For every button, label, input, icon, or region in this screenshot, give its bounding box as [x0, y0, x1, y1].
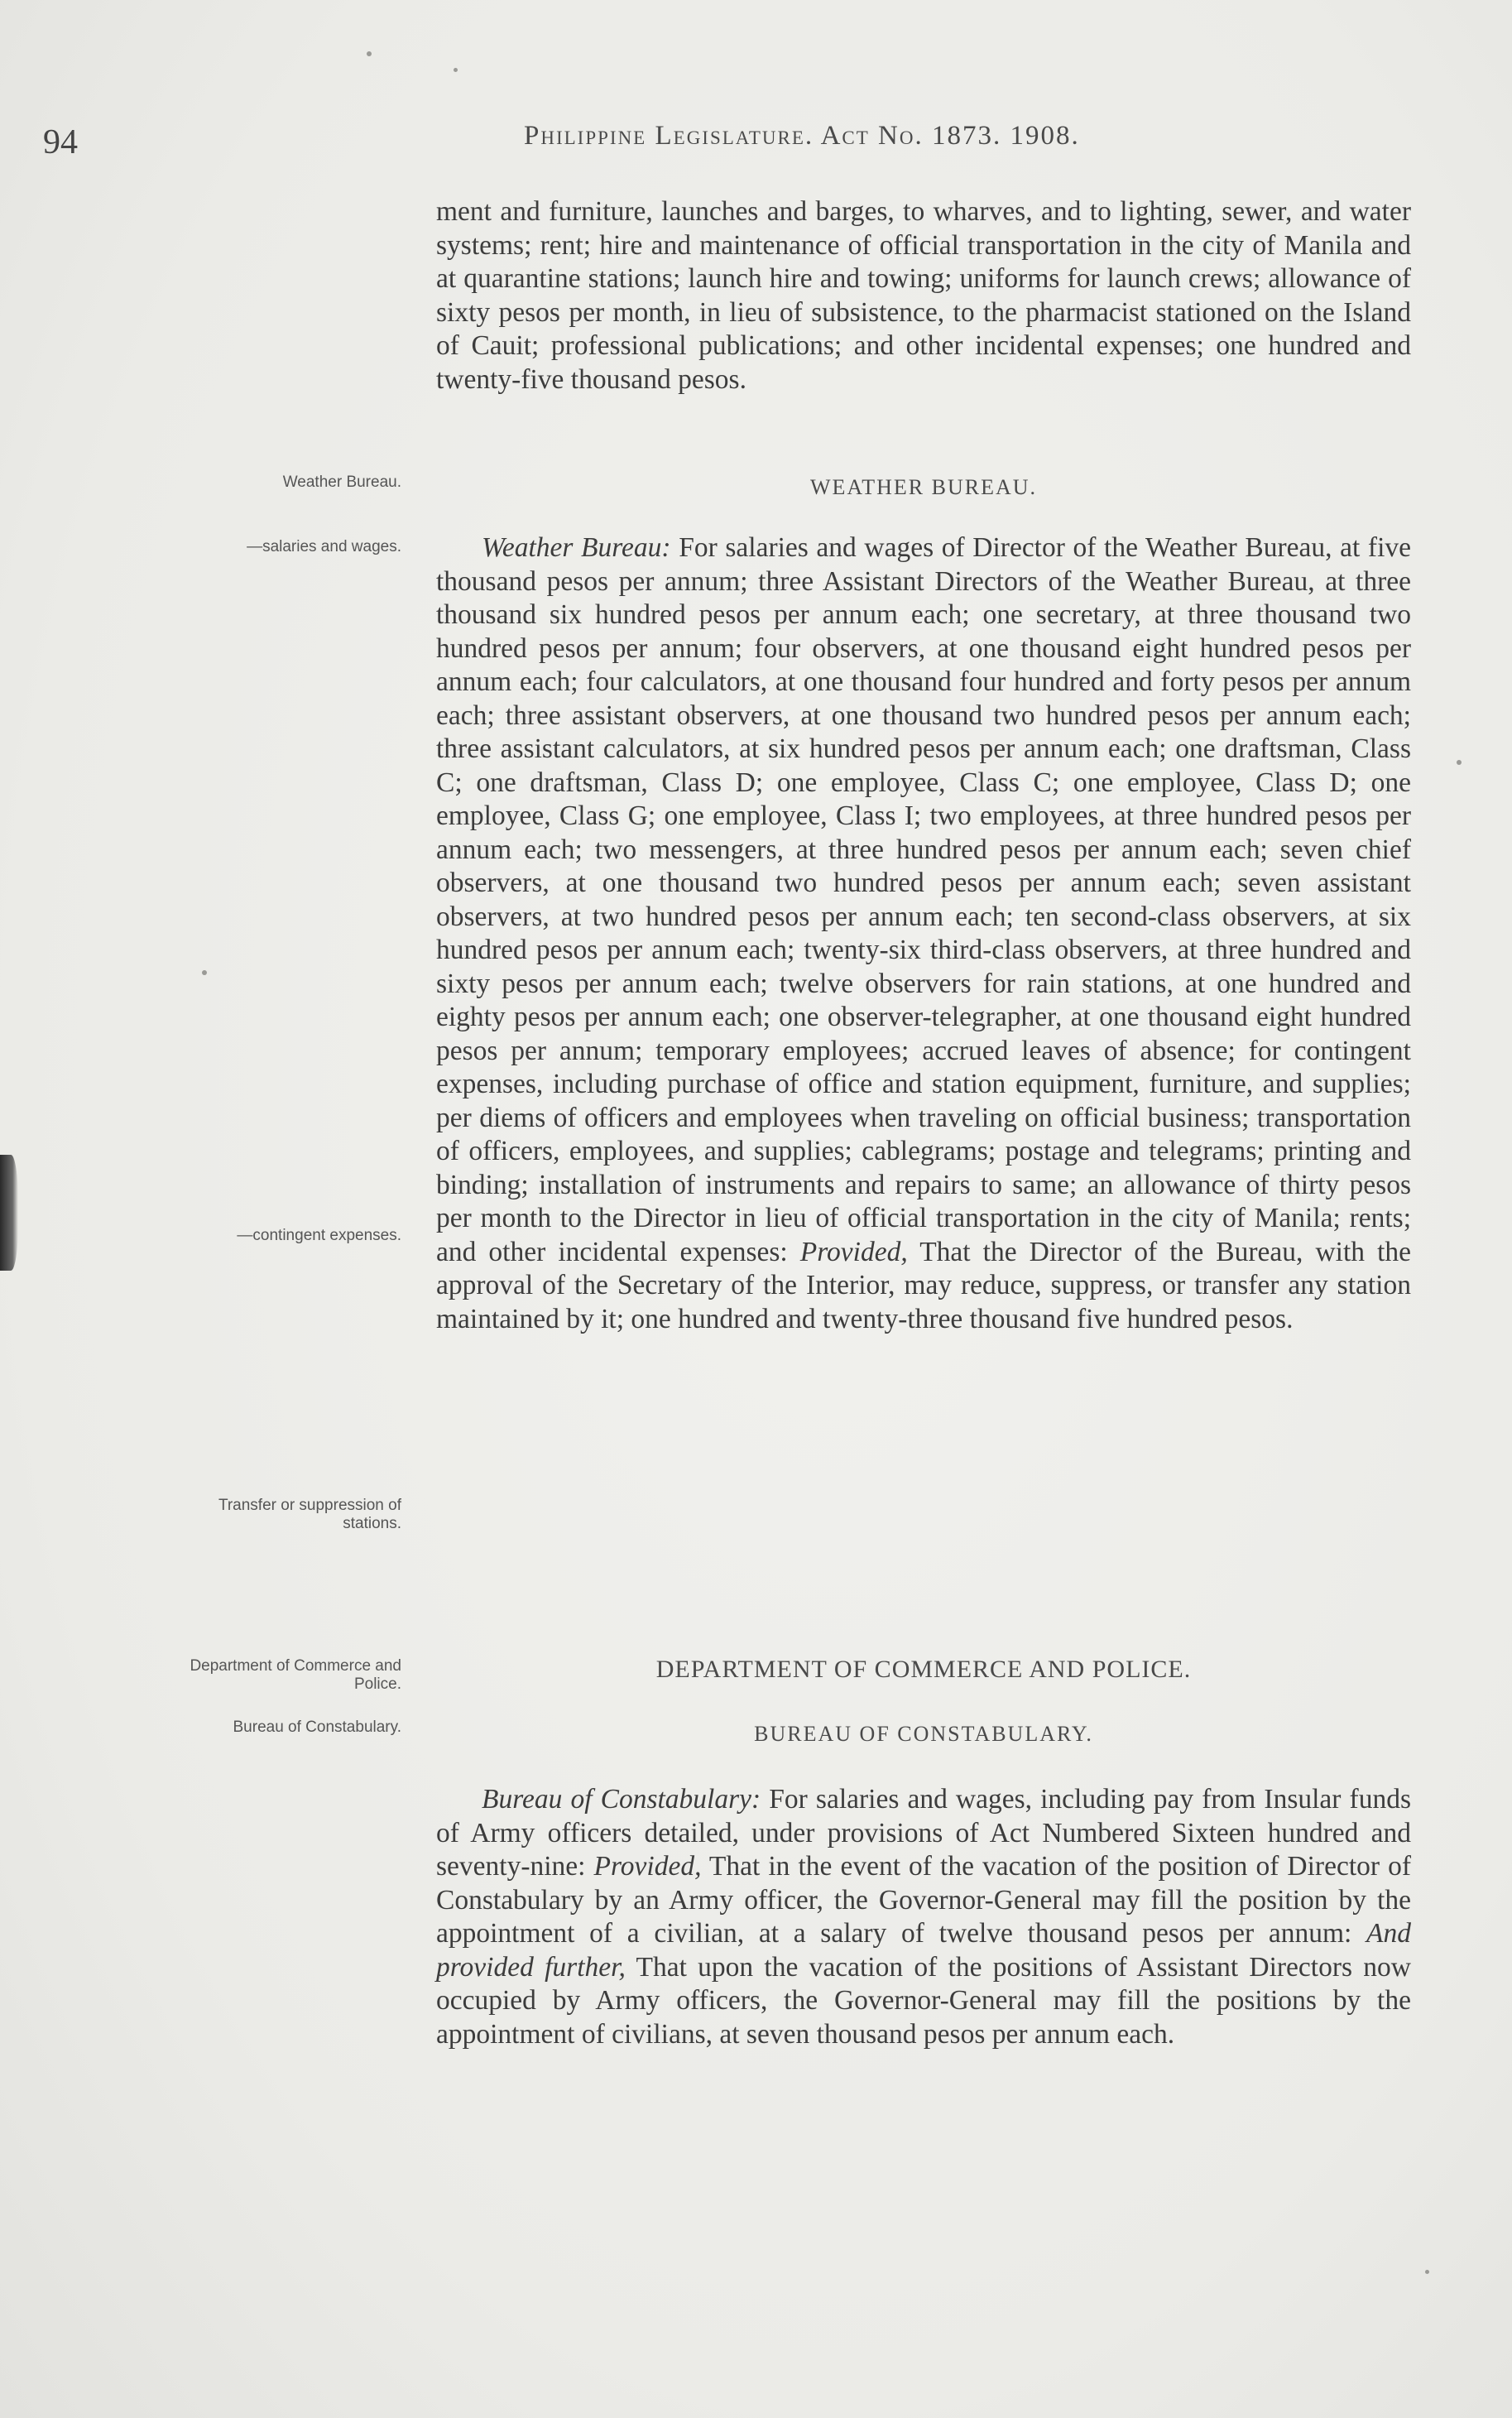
weather-bureau-paragraph	[436, 531, 1411, 1336]
scan-speck	[1425, 2270, 1429, 2274]
heading-constabulary: BUREAU OF CONSTABULARY.	[754, 1722, 1093, 1746]
constabulary-paragraph	[436, 1783, 1411, 2051]
margin-note-commerce: Department of Commerce and Police.	[190, 1657, 401, 1693]
run-in-heading: Weather Bureau:	[482, 532, 671, 563]
scan-speck	[202, 970, 207, 975]
heading-commerce-police: DEPARTMENT OF COMMERCE AND POLICE.	[655, 1656, 1192, 1683]
heading-weather-bureau: WEATHER BUREAU.	[809, 475, 1038, 499]
paragraph-text	[436, 1783, 1411, 2051]
paragraph-text: ment and furniture, launches and barges, to wharves, and to lighting, sewer, and water systems; rent; hire and maintenance of official transportation in the city of Manila and at quarantine stations; launch hire and towing; uniforms for launch crews; allowance of sixty pesos per month, in lieu of subsistence, to the pharmacist stationed on the Island of Cauit; professional publications; and other incidental expenses; one hundred and twenty-five thousand pesos.	[436, 196, 1411, 395]
proviso: Provided,	[799, 1236, 908, 1267]
body-text: For salaries and wages of Director of the Weather Bureau, at five thousand pesos per annum; three Assistant Directors of the Weather Bureau, at three thousand six hundred pesos per annum each; one secretary, at three thousand two hundred pesos per annum; four observers, at one thousand eight hundred pesos per annum each; four calculators, at one thousand four hundred and forty pesos per annum each; three assistant observers, at one thousand two hundred pesos per annum each; three assistant calculators, at six hundred pesos per annum each; one draftsman, Class C; one draftsman, Class D; one employee, Class C; one employee, Class D; one employee, Class G; one employee, Class I; two employees, at three hundred pesos per annum each; two messengers, at three hundred pesos per annum each; seven chief observers, at one thousand two hundred pesos per annum each; seven assistant observers, at two hundred pesos per annum each; ten second-class observers, at six hundred pesos per annum each; twenty-six third-class observers, at three hundred and sixty pesos per annum each; twelve observers for rain stations, at one hundred and eighty pesos per annum each; one observer-telegrapher, at one thousand eight hundred pesos per annum; temporary employees; accrued leaves of absence; for contingent expenses, including purchase of office and station equipment, furniture, and supplies; per diems of officers and employees when traveling on official business; transportation of officers, employees, and supplies; cablegrams; postage and telegrams; printing and binding; installation of instruments and repairs to same; an allowance of thirty pesos per month to the Director in lieu of official transportation in the city of Manila; rents; and other incidental expenses:	[436, 532, 1411, 1267]
continuation-paragraph	[436, 195, 1411, 397]
scan-speck	[367, 51, 372, 56]
proviso: And provided further,	[436, 1918, 1411, 1983]
binding-edge-shadow	[0, 1155, 18, 1271]
body-text: That in the event of the vacation of the position of Director of Constabulary by an Army officer, the Governor-General may fill the position by the appointment of a civilian, at a salary of twelve thousand pesos per annum:	[436, 1851, 1411, 1949]
margin-note-salaries: —salaries and wages.	[247, 538, 401, 555]
body-text: That upon the vacation of the positions of Assistant Directors now occupied by Army officers, the Governor-General may fill the positions by the appointment of civilians, at seven thousand pesos per annum each.	[436, 1951, 1411, 2050]
scan-speck	[454, 68, 458, 72]
margin-note-transfer: Transfer or suppression of stations.	[218, 1497, 401, 1532]
scan-speck	[1457, 760, 1462, 765]
margin-note-weather-bureau: Weather Bureau.	[282, 474, 401, 491]
margin-note-contingent: —contingent expenses.	[237, 1227, 401, 1244]
proviso: Provided,	[593, 1851, 702, 1882]
run-in-heading: Bureau of Constabulary:	[482, 1784, 761, 1815]
page-number: 94	[43, 123, 78, 161]
margin-note-constabulary: Bureau of Constabulary.	[233, 1719, 401, 1736]
body-text: That the Director of the Bureau, with the approval of the Secretary of the Interior, may reduce, suppress, or transfer any station maintained by it; one hundred and twenty-three thousand five hundred pesos.	[436, 1236, 1412, 1334]
body-text: For salaries and wages, including pay from Insular funds of Army officers detailed, under provisions of Act Numbered Sixteen hundred and seventy-nine:	[436, 1784, 1411, 1882]
paragraph-text	[436, 531, 1411, 1336]
running-head: Philippine Legislature. Act No. 1873. 1908.	[524, 121, 1080, 151]
